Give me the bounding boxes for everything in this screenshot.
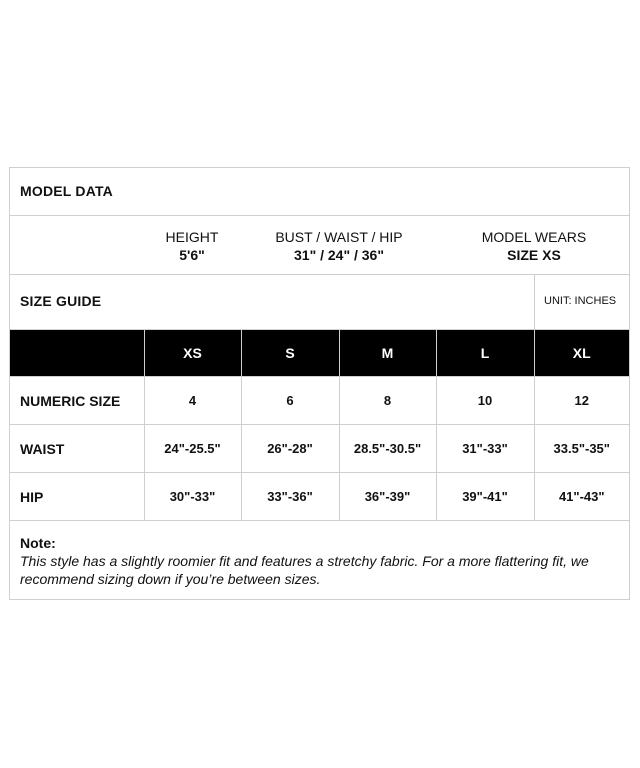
table-cell: 33.5"-35": [534, 425, 629, 473]
model-measurements: [259, 228, 419, 264]
table-cell: 31"-33": [436, 425, 534, 473]
row-label: WAIST: [10, 425, 144, 473]
model-wears-label: MODEL WEARS: [481, 229, 587, 245]
table-cell: 10: [436, 377, 534, 425]
table-cell: 26"-28": [241, 425, 339, 473]
table-row: [10, 425, 629, 473]
table-cell: 24"-25.5": [144, 425, 241, 473]
header-cell-xs: XS: [144, 330, 241, 377]
size-guide-title: SIZE GUIDE: [20, 293, 102, 309]
note-text: This style has a slightly roomier fit and features a stretchy fabric. For a more flattering fit, we recommend sizing down if you’re between sizes.: [20, 553, 589, 587]
size-chart: [9, 167, 630, 600]
model-height-label: HEIGHT: [165, 229, 219, 245]
header-cell-xl: XL: [534, 330, 629, 377]
model-wears-value: SIZE XS: [507, 247, 561, 263]
note-label: Note:: [20, 535, 56, 551]
table-row: [10, 377, 629, 425]
header-cell-m: M: [339, 330, 436, 377]
divider: [534, 274, 535, 329]
model-wears: [464, 228, 604, 264]
size-table: [10, 329, 629, 521]
table-cell: 12: [534, 377, 629, 425]
model-data-title: MODEL DATA: [20, 183, 113, 199]
model-measurements-value: 31" / 24" / 36": [294, 247, 384, 263]
divider: [10, 274, 629, 275]
table-cell: 4: [144, 377, 241, 425]
header-cell-l: L: [436, 330, 534, 377]
table-cell: 36"-39": [339, 473, 436, 521]
model-height: [142, 228, 242, 264]
header-cell-s: S: [241, 330, 339, 377]
table-cell: 30"-33": [144, 473, 241, 521]
table-cell: 8: [339, 377, 436, 425]
row-label: NUMERIC SIZE: [10, 377, 144, 425]
model-height-value: 5'6": [179, 247, 205, 263]
unit-label: UNIT: INCHES: [544, 295, 617, 307]
fit-note: [20, 534, 620, 588]
model-measurements-label: BUST / WAIST / HIP: [275, 229, 403, 245]
table-cell: 41"-43": [534, 473, 629, 521]
row-label: HIP: [10, 473, 144, 521]
table-cell: 28.5"-30.5": [339, 425, 436, 473]
table-cell: 33"-36": [241, 473, 339, 521]
header-cell-empty: [10, 330, 144, 377]
table-row: [10, 473, 629, 521]
table-cell: 6: [241, 377, 339, 425]
table-cell: 39"-41": [436, 473, 534, 521]
size-header-row: [10, 330, 629, 377]
divider: [10, 215, 629, 216]
